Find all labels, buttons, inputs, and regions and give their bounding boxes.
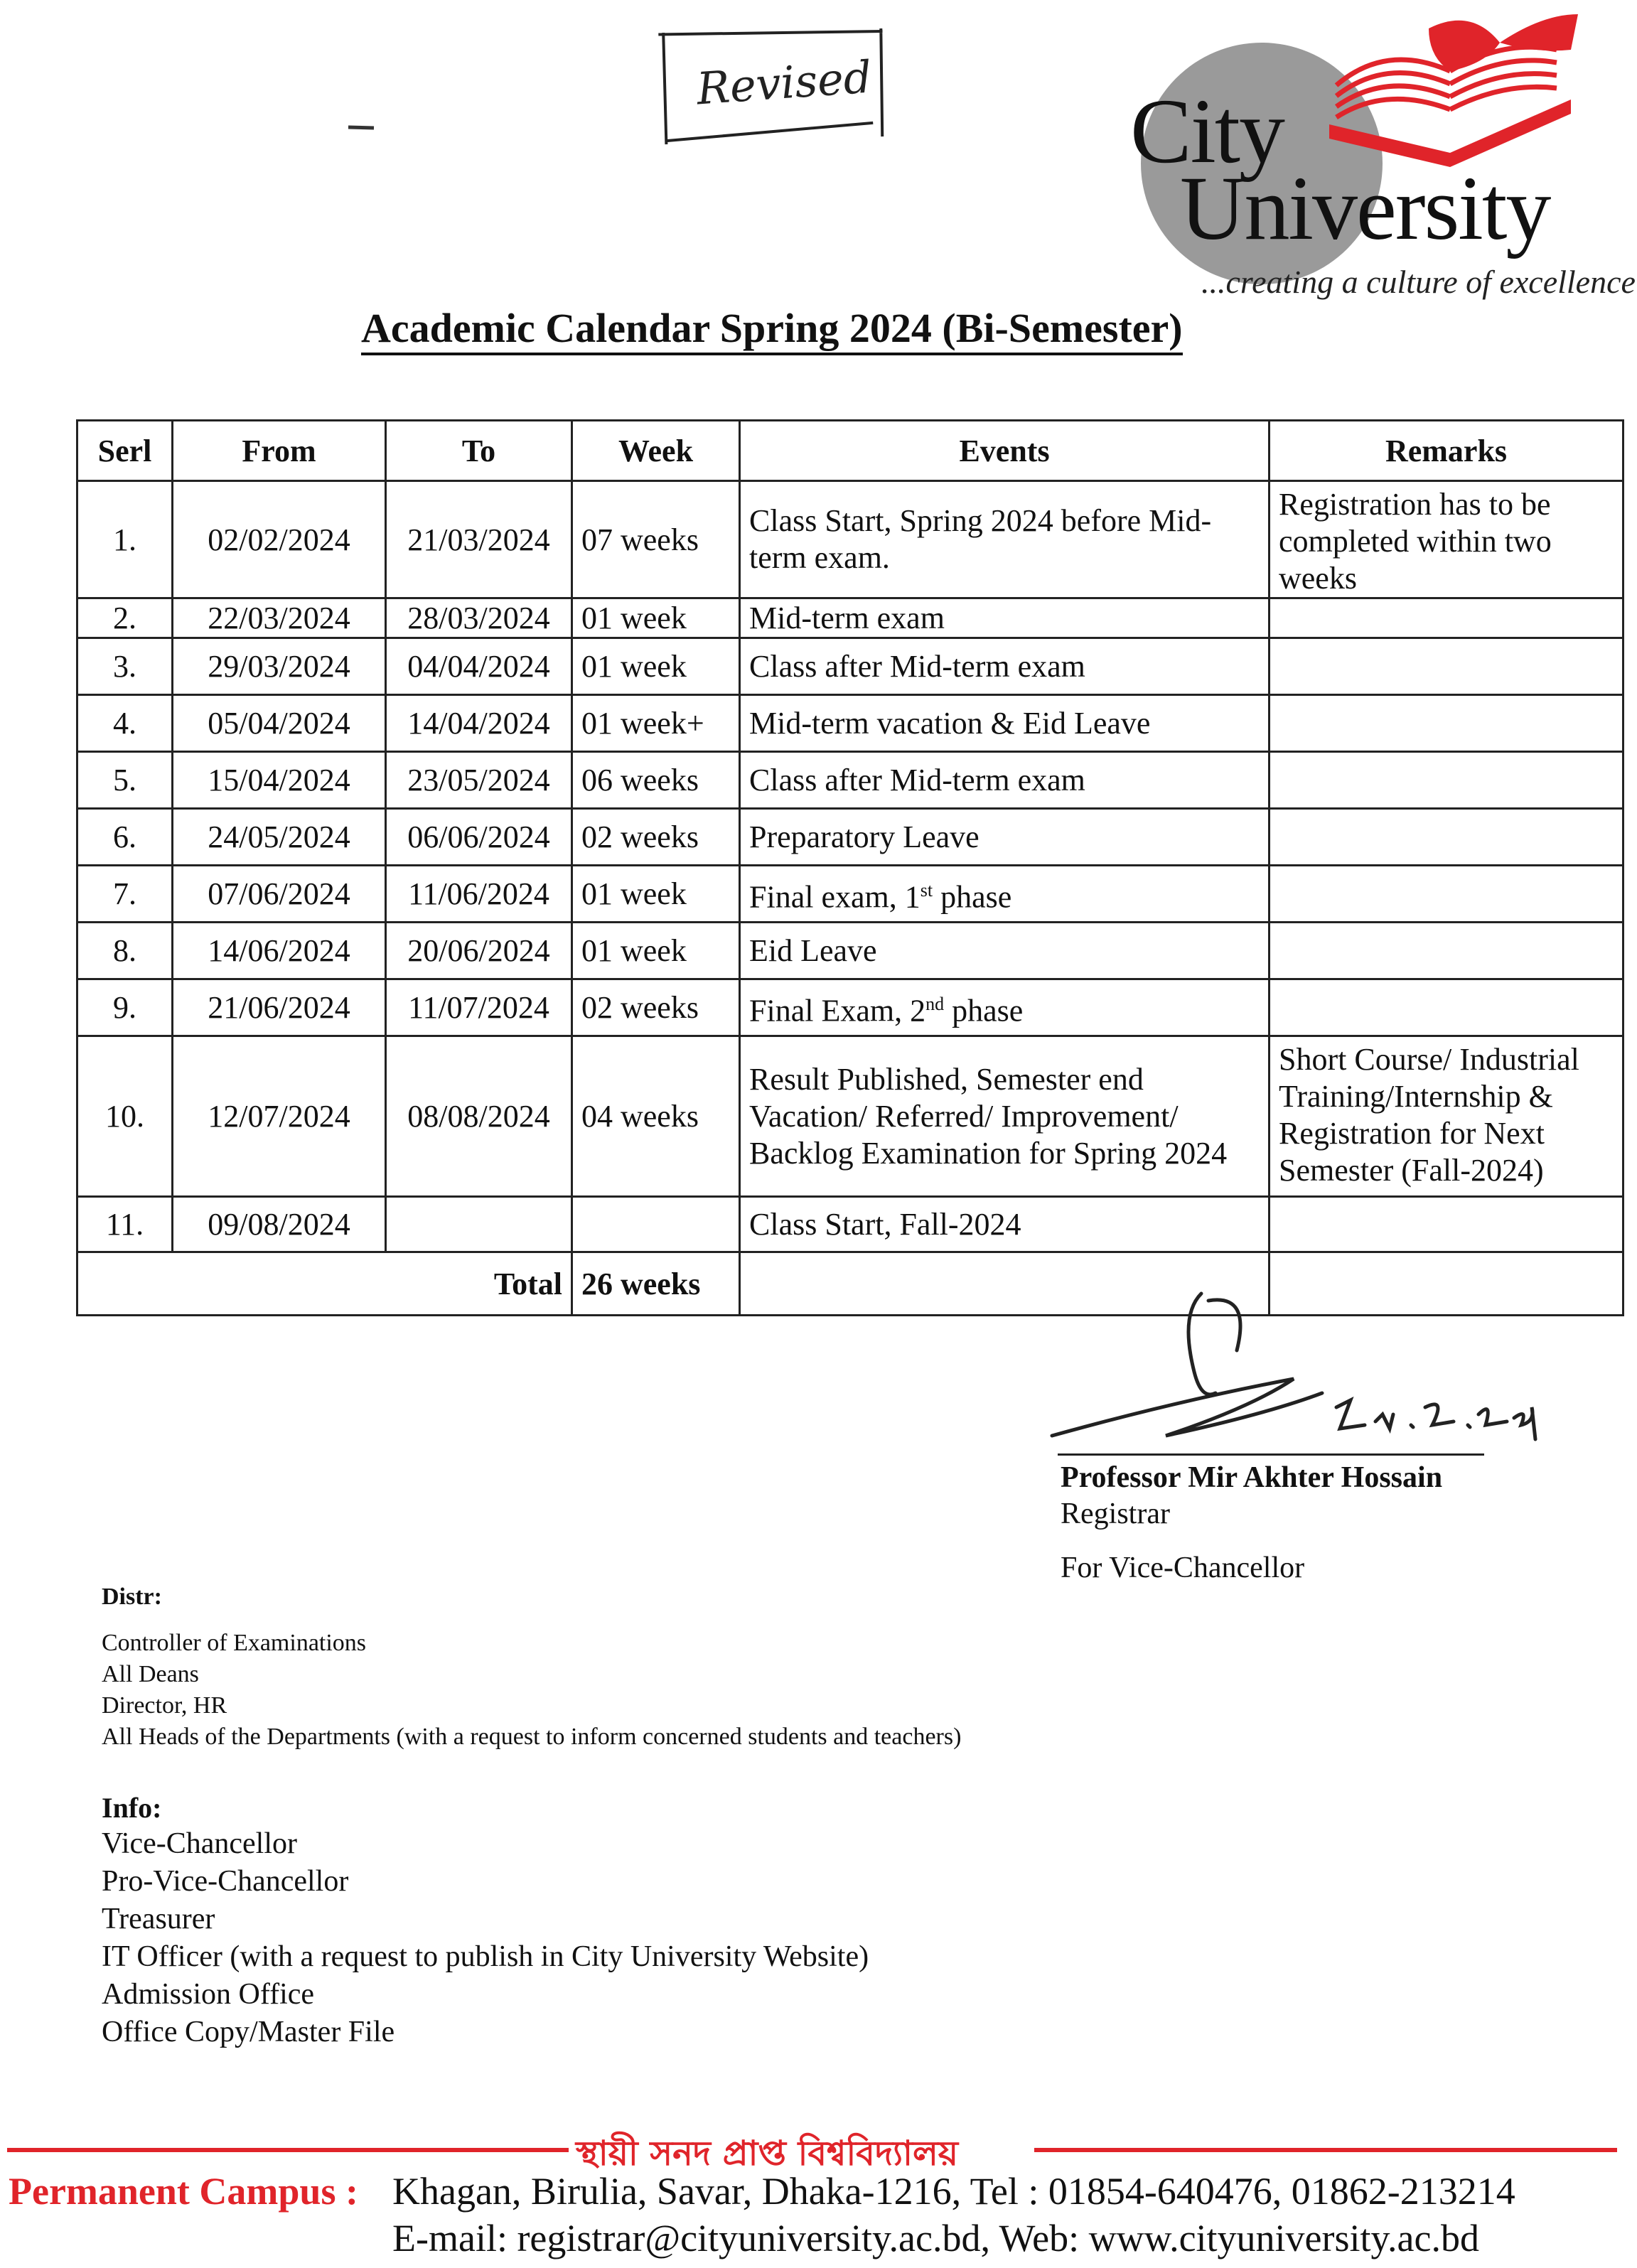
list-item: Controller of Examinations bbox=[102, 1630, 367, 1656]
cell-to: 21/03/2024 bbox=[386, 481, 572, 598]
cell-week: 02 weeks bbox=[572, 979, 740, 1036]
cell-remarks bbox=[1270, 752, 1623, 809]
cell-serl: 9. bbox=[77, 979, 173, 1036]
cell-serl: 11. bbox=[77, 1197, 173, 1252]
event-text-suffix: phase bbox=[944, 993, 1024, 1028]
cell-serl: 8. bbox=[77, 923, 173, 979]
cell-from: 24/05/2024 bbox=[173, 809, 386, 866]
footer-bangla-tagline: স্থায়ী সনদ প্রাপ্ত বিশ্ববিদ্যালয় bbox=[576, 2134, 958, 2173]
stray-mark bbox=[347, 124, 375, 131]
cell-from: 22/03/2024 bbox=[173, 598, 386, 638]
cell-from: 09/08/2024 bbox=[173, 1197, 386, 1252]
header-to: To bbox=[386, 421, 572, 481]
cell-week: 06 weeks bbox=[572, 752, 740, 809]
info-heading: Info: bbox=[102, 1792, 162, 1824]
cell-event: Mid-term vacation & Eid Leave bbox=[740, 695, 1270, 752]
cell-to: 11/07/2024 bbox=[386, 979, 572, 1036]
cell-to: 04/04/2024 bbox=[386, 638, 572, 695]
signer-title: Registrar bbox=[1061, 1498, 1170, 1530]
cell-to bbox=[386, 1197, 572, 1252]
event-text: Final exam, 1 bbox=[749, 879, 921, 915]
table-row bbox=[77, 979, 1623, 1036]
table-row bbox=[77, 866, 1623, 923]
cell-to: 28/03/2024 bbox=[386, 598, 572, 638]
cell-serl: 2. bbox=[77, 598, 173, 638]
list-item: Pro-Vice-Chancellor bbox=[102, 1865, 349, 1898]
cell-to: 11/06/2024 bbox=[386, 866, 572, 923]
list-item: Admission Office bbox=[102, 1978, 315, 2011]
footer-campus-label: Permanent Campus : bbox=[9, 2170, 358, 2213]
cell-from: 21/06/2024 bbox=[173, 979, 386, 1036]
table-row bbox=[77, 638, 1623, 695]
total-label: Total bbox=[77, 1252, 572, 1316]
table-row bbox=[77, 695, 1623, 752]
cell-serl: 3. bbox=[77, 638, 173, 695]
signer-name: Professor Mir Akhter Hossain bbox=[1061, 1461, 1443, 1494]
table-row bbox=[77, 923, 1623, 979]
table-row bbox=[77, 481, 1623, 598]
cell-remarks bbox=[1270, 695, 1623, 752]
table-row bbox=[77, 752, 1623, 809]
event-ordinal: nd bbox=[925, 993, 945, 1014]
cell-event bbox=[740, 979, 1270, 1036]
revised-stamp-text: Revised bbox=[694, 50, 874, 115]
table-row bbox=[77, 1197, 1623, 1252]
footer-contact: E-mail: registrar@cityuniversity.ac.bd, Web: www.cityuniversity.ac.bd bbox=[392, 2217, 1479, 2259]
cell-event: Preparatory Leave bbox=[740, 809, 1270, 866]
cell-remarks: Registration has to be completed within two weeks bbox=[1270, 481, 1623, 598]
document-title: Academic Calendar Spring 2024 (Bi-Semester) bbox=[361, 306, 1183, 355]
footer-address: Khagan, Birulia, Savar, Dhaka-1216, Tel : 01854-640476, 01862-213214 bbox=[392, 2170, 1515, 2213]
cell-from: 29/03/2024 bbox=[173, 638, 386, 695]
cell-week: 04 weeks bbox=[572, 1036, 740, 1197]
header-week: Week bbox=[572, 421, 740, 481]
distribution-list bbox=[102, 1628, 961, 1753]
cell-serl: 5. bbox=[77, 752, 173, 809]
logo-text-university: University bbox=[1180, 158, 1550, 259]
cell-to: 23/05/2024 bbox=[386, 752, 572, 809]
cell-to: 08/08/2024 bbox=[386, 1036, 572, 1197]
cell-week: 01 week bbox=[572, 638, 740, 695]
signature-line bbox=[1058, 1453, 1484, 1456]
cell-event bbox=[740, 866, 1270, 923]
cell-remarks bbox=[1270, 1197, 1623, 1252]
cell-from: 07/06/2024 bbox=[173, 866, 386, 923]
event-ordinal: st bbox=[920, 879, 933, 901]
cell-event: Eid Leave bbox=[740, 923, 1270, 979]
cell-event: Mid-term exam bbox=[740, 598, 1270, 638]
list-item: IT Officer (with a request to publish in City University Website) bbox=[102, 1940, 869, 1973]
list-item: Office Copy/Master File bbox=[102, 2016, 395, 2048]
list-item: Vice-Chancellor bbox=[102, 1827, 298, 1860]
cell-event: Class after Mid-term exam bbox=[740, 752, 1270, 809]
cell-serl: 10. bbox=[77, 1036, 173, 1197]
header-remarks: Remarks bbox=[1270, 421, 1623, 481]
cell-from: 15/04/2024 bbox=[173, 752, 386, 809]
logo-tagline: ...creating a culture of excellence bbox=[1201, 264, 1636, 300]
cell-event: Class after Mid-term exam bbox=[740, 638, 1270, 695]
cell-serl: 4. bbox=[77, 695, 173, 752]
cell-remarks bbox=[1270, 809, 1623, 866]
cell-remarks bbox=[1270, 979, 1623, 1036]
cell-event: Class Start, Spring 2024 before Mid-term exam. bbox=[740, 481, 1270, 598]
footer-divider-right bbox=[1034, 2148, 1617, 2152]
table-row bbox=[77, 1036, 1623, 1197]
header-events: Events bbox=[740, 421, 1270, 481]
cell-from: 14/06/2024 bbox=[173, 923, 386, 979]
cell-from: 12/07/2024 bbox=[173, 1036, 386, 1197]
header-serl: Serl bbox=[77, 421, 173, 481]
info-list bbox=[102, 1825, 869, 2051]
distribution-heading: Distr: bbox=[102, 1584, 162, 1610]
logo-text-city: City bbox=[1130, 80, 1284, 183]
cell-remarks: Short Course/ Industrial Training/Internship & Registration for Next Semester (Fall-2024) bbox=[1270, 1036, 1623, 1197]
table-row bbox=[77, 598, 1623, 638]
cell-remarks bbox=[1270, 866, 1623, 923]
cell-week: 01 week+ bbox=[572, 695, 740, 752]
cell-week: 01 week bbox=[572, 923, 740, 979]
academic-calendar-table bbox=[76, 419, 1624, 1316]
cell-serl: 7. bbox=[77, 866, 173, 923]
list-item: All Deans bbox=[102, 1661, 199, 1687]
table-row bbox=[77, 809, 1623, 866]
cell-to: 14/04/2024 bbox=[386, 695, 572, 752]
cell-week: 01 week bbox=[572, 598, 740, 638]
cell-from: 05/04/2024 bbox=[173, 695, 386, 752]
total-value: 26 weeks bbox=[572, 1252, 740, 1316]
cell-event: Class Start, Fall-2024 bbox=[740, 1197, 1270, 1252]
cell-remarks bbox=[1270, 598, 1623, 638]
cell-remarks bbox=[1270, 638, 1623, 695]
list-item: All Heads of the Departments (with a request to inform concerned students and teachers) bbox=[102, 1724, 962, 1750]
cell-event: Result Published, Semester end Vacation/ Referred/ Improvement/ Backlog Examination for Spring 2024 bbox=[740, 1036, 1270, 1197]
event-text-suffix: phase bbox=[933, 879, 1012, 915]
cell-week: 07 weeks bbox=[572, 481, 740, 598]
handwritten-signature bbox=[1038, 1286, 1550, 1450]
event-text: Final Exam, 2 bbox=[749, 993, 926, 1028]
cell-to: 06/06/2024 bbox=[386, 809, 572, 866]
table-header-row bbox=[77, 421, 1623, 481]
cell-remarks bbox=[1270, 923, 1623, 979]
cell-serl: 1. bbox=[77, 481, 173, 598]
list-item: Treasurer bbox=[102, 1903, 215, 1935]
cell-to: 20/06/2024 bbox=[386, 923, 572, 979]
cell-week bbox=[572, 1197, 740, 1252]
cell-week: 01 week bbox=[572, 866, 740, 923]
signer-role: For Vice-Chancellor bbox=[1061, 1552, 1305, 1584]
cell-serl: 6. bbox=[77, 809, 173, 866]
list-item: Director, HR bbox=[102, 1692, 227, 1719]
footer-divider-left bbox=[7, 2148, 569, 2152]
header-from: From bbox=[173, 421, 386, 481]
cell-from: 02/02/2024 bbox=[173, 481, 386, 598]
cell-week: 02 weeks bbox=[572, 809, 740, 866]
